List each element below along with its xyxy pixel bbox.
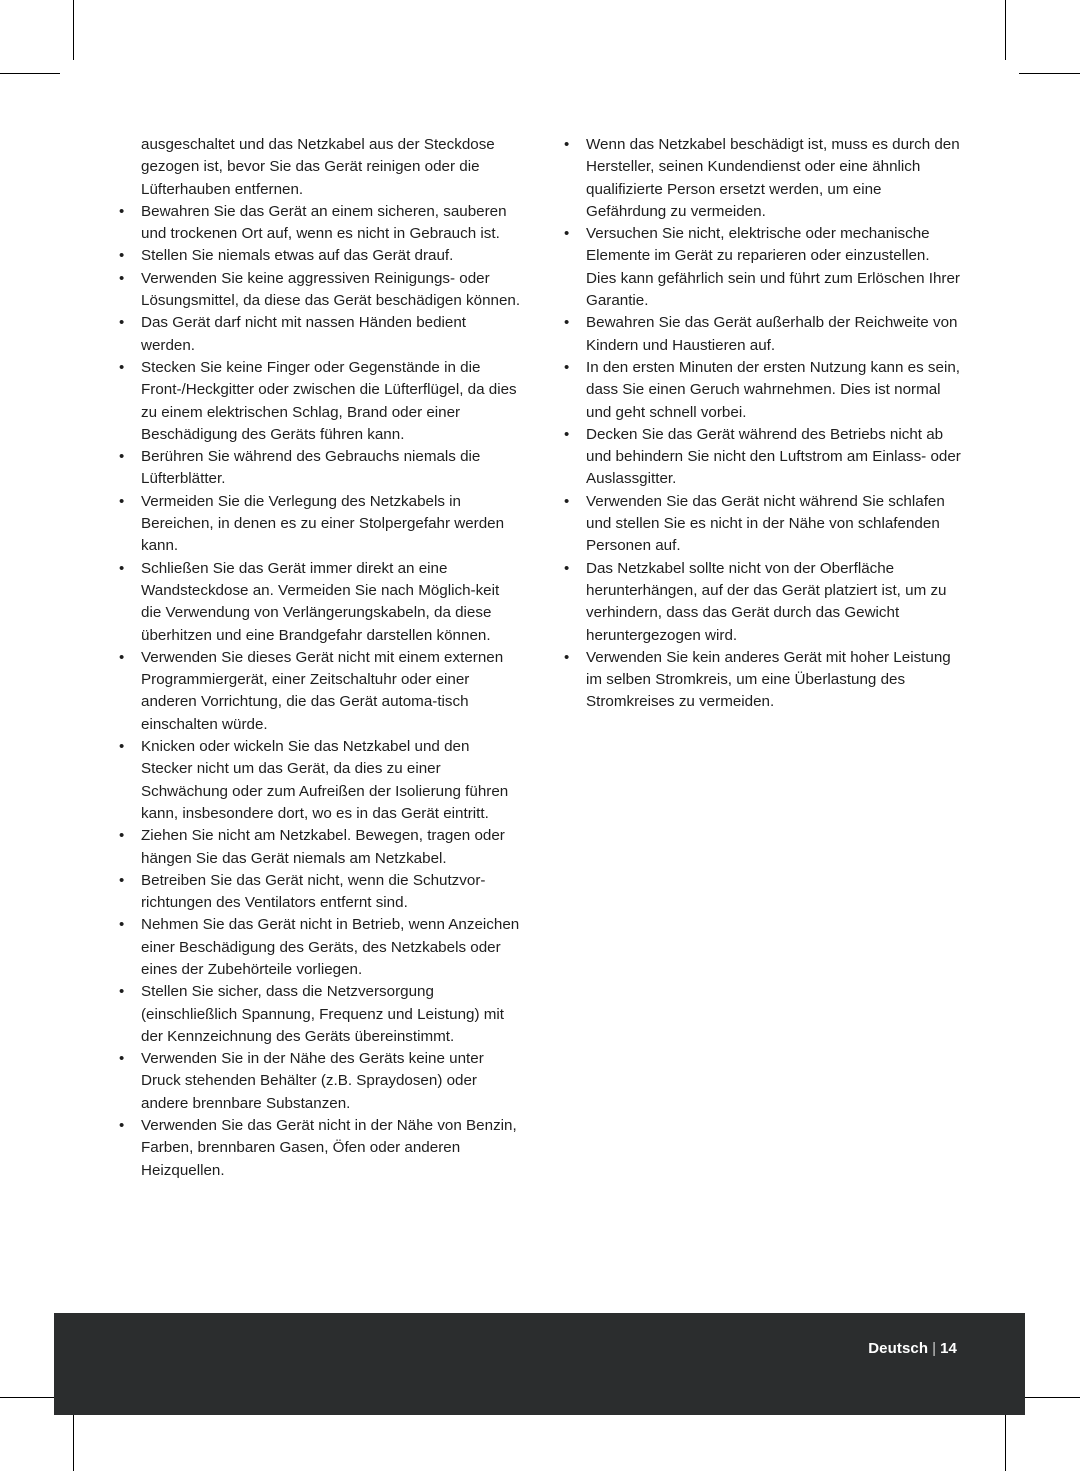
right-column (564, 134, 964, 714)
list-item-text: Schließen Sie das Gerät immer direkt an eine Wandsteckdose an. Vermeiden Sie nach Möglich-keit die Verwendung von Verlängerungskabeln, da diese überhitzen und eine Brandgefahr darstellen können. (141, 559, 500, 644)
list-item-text: Verwenden Sie keine aggressiven Reinigungs- oder Lösungsmittel, da diese das Gerät beschädigen können. (141, 269, 521, 310)
bullet-icon: • (119, 1117, 125, 1135)
list-item (564, 491, 964, 558)
list-item-text: Nehmen Sie das Gerät nicht in Betrieb, wenn Anzeichen einer Beschädigung des Geräts, des Netzkabels oder eines der Zubehörteile vorliegen. (141, 916, 520, 978)
crop-mark (73, 1411, 74, 1471)
list-item (119, 981, 521, 1048)
list-item (119, 870, 521, 915)
crop-mark (0, 1397, 60, 1398)
left-column (119, 134, 521, 1182)
list-item (564, 647, 964, 714)
list-item (119, 268, 521, 313)
continued-paragraph: ausgeschaltet und das Netzkabel aus der Steckdose gezogen ist, bevor Sie das Gerät reinigen oder die Lüfterhauben entfernen. (141, 136, 495, 198)
list-item-text: Berühren Sie während des Gebrauchs niemals die Lüfterblätter. (141, 448, 481, 488)
list-item (119, 446, 521, 491)
footer-bar (54, 1313, 1025, 1415)
page-footer-label (868, 1340, 957, 1357)
bullet-icon: • (119, 559, 125, 577)
list-item-text: Verwenden Sie dieses Gerät nicht mit einem externen Programmiergerät, einer Zeitschaltuhr oder einer anderen Vorrichtung, die das Gerät automa-tisch einschalten würde. (141, 648, 504, 733)
list-item (564, 558, 964, 647)
list-item (119, 558, 521, 647)
list-item-text: Bewahren Sie das Gerät an einem sicheren, sauberen und trockenen Ort auf, wenn es nicht in Gebrauch ist. (141, 202, 507, 243)
bullet-icon: • (119, 269, 125, 287)
bullet-icon: • (119, 448, 125, 466)
bullet-icon: • (119, 983, 125, 1001)
bullet-icon: • (119, 314, 125, 332)
list-item-text: Bewahren Sie das Gerät außerhalb der Reichweite von Kindern und Haustieren auf. (586, 314, 958, 354)
crop-mark (1019, 73, 1080, 74)
safety-list-left (119, 201, 521, 1182)
list-item (119, 1048, 521, 1115)
list-item-text: Das Gerät darf nicht mit nassen Händen bedient werden. (141, 314, 467, 354)
bullet-icon: • (564, 314, 570, 332)
list-item (564, 223, 964, 312)
list-item-text: Stecken Sie keine Finger oder Gegenstände in die Front-/Heckgitter oder zwischen die Lüfterflügel, da dies zu einem elektrischen Schlag, Brand oder einer Beschädigung des Geräts führen kann. (141, 358, 517, 443)
bullet-icon: • (119, 827, 125, 845)
list-item (119, 914, 521, 981)
list-item (119, 1115, 521, 1182)
bullet-icon: • (119, 738, 125, 756)
list-item-text: Verwenden Sie in der Nähe des Geräts keine unter Druck stehenden Behälter (z.B. Spraydosen) oder andere brennbare Substanzen. (141, 1050, 484, 1112)
bullet-icon: • (119, 247, 125, 265)
list-item (564, 134, 964, 223)
list-item-text: Knicken oder wickeln Sie das Netzkabel und den Stecker nicht um das Gerät, da dies zu einer Schwächung oder zum Aufreißen der Isolierung führen kann, insbesondere dort, wo es in das Gerät eintritt. (141, 738, 509, 822)
crop-mark (1005, 0, 1006, 60)
bullet-icon: • (119, 492, 125, 510)
list-item-text: Decken Sie das Gerät während des Betriebs nicht ab und behindern Sie nicht den Luftstrom am Einlass- oder Auslassgitter. (586, 425, 961, 488)
list-item-text: Verwenden Sie das Gerät nicht während Sie schlafen und stellen Sie es nicht in der Nähe von schlafenden Personen auf. (586, 492, 945, 555)
list-item (564, 424, 964, 491)
bullet-icon: • (564, 559, 570, 577)
safety-list-right (564, 134, 964, 714)
bullet-icon: • (564, 358, 570, 376)
list-item-text: Betreiben Sie das Gerät nicht, wenn die Schutzvor-richtungen des Ventilators entfernt sind. (141, 871, 486, 912)
footer-separator: | (932, 1340, 937, 1357)
footer-language: Deutsch (868, 1340, 929, 1357)
list-item-text: Stellen Sie niemals etwas auf das Gerät drauf. (141, 247, 454, 265)
bullet-icon: • (564, 425, 570, 443)
crop-mark (1019, 1397, 1080, 1398)
list-item (119, 491, 521, 558)
bullet-icon: • (119, 1050, 125, 1068)
bullet-icon: • (564, 492, 570, 510)
bullet-icon: • (119, 916, 125, 934)
crop-mark (1005, 1411, 1006, 1471)
list-item-text: Wenn das Netzkabel beschädigt ist, muss es durch den Hersteller, seinen Kundendienst oder eine ähnlich qualifizierte Person ersetzt werden, um eine Gefährdung zu vermeiden. (586, 136, 960, 220)
list-item-text: In den ersten Minuten der ersten Nutzung kann es sein, dass Sie einen Geruch wahrnehmen. Dies ist normal und geht schnell vorbei. (586, 358, 961, 421)
bullet-icon: • (119, 202, 125, 220)
list-item (119, 357, 521, 446)
list-item (119, 312, 521, 357)
bullet-icon: • (564, 136, 570, 153)
list-item (119, 647, 521, 736)
list-item (119, 736, 521, 825)
list-item-text: Verwenden Sie das Gerät nicht in der Nähe von Benzin, Farben, brennbaren Gasen, Öfen oder anderen Heizquellen. (141, 1117, 517, 1179)
list-item-text: Ziehen Sie nicht am Netzkabel. Bewegen, tragen oder hängen Sie das Gerät niemals am Netzkabel. (141, 827, 505, 867)
list-item (119, 825, 521, 870)
bullet-icon: • (564, 648, 570, 666)
list-item-text: Stellen Sie sicher, dass die Netzversorgung (einschließlich Spannung, Frequenz und Leistung) mit der Kennzeichnung des Geräts übereinstimmt. (141, 983, 505, 1045)
crop-mark (73, 0, 74, 60)
list-item-text: Verwenden Sie kein anderes Gerät mit hoher Leistung im selben Stromkreis, um eine Überlastung des Stromkreises zu vermeiden. (586, 648, 951, 711)
bullet-icon: • (119, 648, 125, 666)
list-item (564, 312, 964, 357)
page-number: 14 (940, 1340, 957, 1357)
list-item (564, 357, 964, 424)
bullet-icon: • (119, 358, 125, 376)
bullet-icon: • (564, 225, 570, 243)
list-item-text: Das Netzkabel sollte nicht von der Oberfläche herunterhängen, auf der das Gerät platziert ist, um zu verhindern, dass das Gerät durch das Gewicht heruntergezogen wird. (586, 559, 947, 644)
list-item (119, 201, 521, 246)
list-item-text: Versuchen Sie nicht, elektrische oder mechanische Elemente im Gerät zu reparieren oder einzustellen. Dies kann gefährlich sein und führt zum Erlöschen Ihrer Garantie. (586, 225, 960, 310)
list-item-text: Vermeiden Sie die Verlegung des Netzkabels in Bereichen, in denen es zu einer Stolpergefahr werden kann. (141, 492, 505, 555)
crop-mark (0, 73, 60, 74)
list-item (119, 245, 521, 267)
bullet-icon: • (119, 871, 125, 889)
